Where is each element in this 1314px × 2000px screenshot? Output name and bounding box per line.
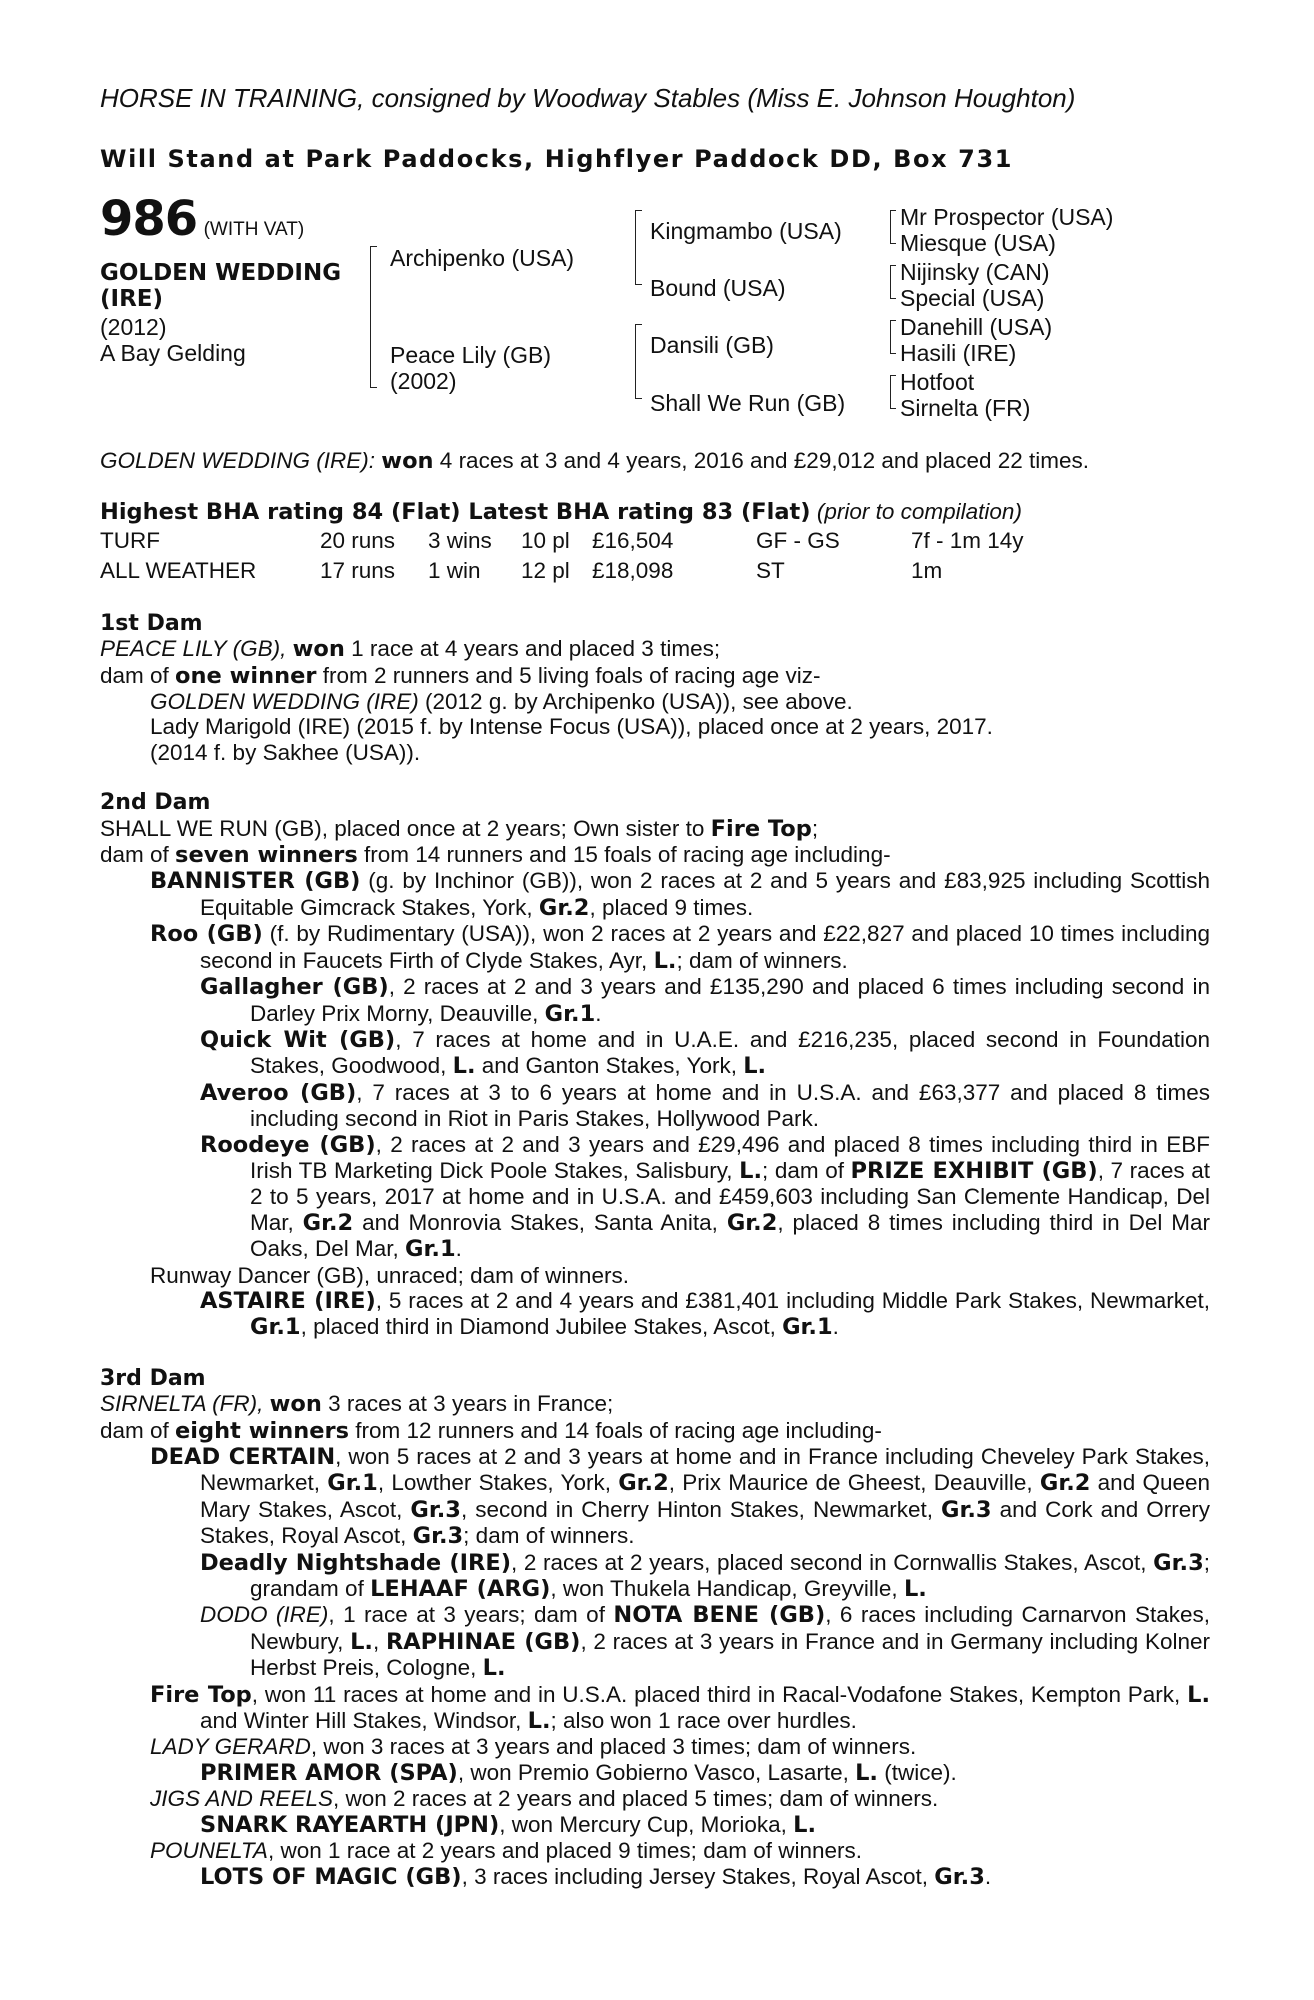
- sire: Archipenko (USA): [390, 245, 575, 271]
- dam-line: PEACE LILY (GB), won 1 race at 4 years and placed 3 times;: [100, 636, 721, 663]
- offspring-entry: Runway Dancer (GB), unraced; dam of winners.: [150, 1262, 629, 1288]
- offspring-entry: LADY GERARD, won 3 races at 3 years and placed 3 times; dam of winners.: [150, 1734, 917, 1760]
- offspring-entry: Quick Wit (GB), 7 races at home and in U.A.E. and £216,235, placed second in Foundation Stakes, Goodwood, L. and Ganton Stakes, York, L.: [200, 1026, 1211, 1080]
- offspring-entry: Fire Top, won 11 races at home and in U.S.A. placed third in Racal-Vodafone Stakes, Kempton Park, L. and Winter Hill Stakes, Windsor, L.; also won 1 race over hurdles.: [150, 1681, 1210, 1735]
- pedigree-gen3: Hotfoot: [900, 369, 975, 395]
- sire-sire: Kingmambo (USA): [650, 218, 842, 244]
- pedigree-brace: [370, 246, 377, 388]
- offspring-entry: Averoo (GB), 7 races at 3 to 6 years at home and in U.S.A. and £63,377 and placed 8 times including second in Riot in Paris Stakes, Hollywood Park.: [200, 1079, 1211, 1132]
- pedigree-brace: [890, 320, 896, 354]
- lot-number-line: [100, 191, 305, 247]
- table-row: ALL WEATHER 17 runs 1 win 12 pl £18,098 ST 1m: [100, 558, 943, 584]
- offspring-entry: POUNELTA, won 1 race at 2 years and placed 9 times; dam of winners.: [150, 1838, 863, 1864]
- foaling-year: (2012): [100, 314, 167, 340]
- sire-dam: Bound (USA): [650, 275, 786, 301]
- offspring-entry: DODO (IRE), 1 race at 3 years; dam of NOTA BENE (GB), 6 races including Carnarvon Stakes, Newbury, L., RAPHINAE (GB), 2 races at 3 years in France and in Germany including Kolner Herbst Preis, Cologne, L.: [200, 1602, 1210, 1682]
- pedigree-brace: [890, 210, 896, 244]
- offspring-entry: ASTAIRE (IRE), 5 races at 2 and 4 years and £381,401 including Middle Park Stakes, Newmarket, Gr.1, placed third in Diamond Jubilee Stakes, Ascot, Gr.1.: [200, 1287, 1210, 1341]
- offspring-entry: GOLDEN WEDDING (IRE) (2012 g. by Archipenko (USA)), see above.: [150, 689, 853, 715]
- produce-line: dam of one winner from 2 runners and 5 living foals of racing age viz-: [100, 662, 821, 689]
- dam-line: SHALL WE RUN (GB), placed once at 2 years; Own sister to Fire Top;: [100, 815, 819, 842]
- race-record-table: [100, 526, 1024, 586]
- horse-name-suffix: (IRE): [100, 286, 164, 312]
- offspring-entry: LOTS OF MAGIC (GB), 3 races including Jersey Stakes, Royal Ascot, Gr.3.: [200, 1863, 992, 1890]
- dam-sire: Dansili (GB): [650, 332, 774, 358]
- offspring-entry: BANNISTER (GB) (g. by Inchinor (GB)), won 2 races at 2 and 5 years and £83,925 including Scottish Equitable Gimcrack Stakes, York, Gr.2, placed 9 times.: [150, 868, 1210, 921]
- table-row: TURF 20 runs 3 wins 10 pl £16,504 GF - GS 7f - 1m 14y: [100, 528, 1024, 554]
- pedigree-brace: [890, 375, 896, 409]
- pedigree-gen3: Hasili (IRE): [900, 340, 1017, 366]
- pedigree-gen3: Mr Prospector (USA): [900, 204, 1114, 230]
- offspring-entry: (2014 f. by Sakhee (USA)).: [150, 739, 421, 765]
- pedigree-gen3: Special (USA): [900, 285, 1045, 311]
- second-dam-heading: 2nd Dam: [100, 790, 211, 816]
- pedigree-chart: [100, 191, 1210, 430]
- offspring-entry: Deadly Nightshade (IRE), 2 races at 2 years, placed second in Cornwallis Stakes, Ascot, Gr.3; grandam of LEHAAF (ARG), won Thukela Handicap, Greyville, L.: [200, 1549, 1210, 1603]
- offspring-entry: Roo (GB) (f. by Rudimentary (USA)), won 2 races at 2 years and £22,827 and placed 10 times including second in Faucets Firth of Clyde Stakes, Ayr, L.; dam of winners.: [150, 921, 1210, 974]
- race-summary: GOLDEN WEDDING (IRE): won 4 races at 3 and 4 years, 2016 and £29,012 and placed 22 times.: [100, 448, 1090, 474]
- offspring-entry: PRIMER AMOR (SPA), won Premio Gobierno Vasco, Lasarte, L. (twice).: [200, 1759, 957, 1786]
- dam-dam: Shall We Run (GB): [650, 390, 846, 416]
- pedigree-gen3: Nijinsky (CAN): [900, 259, 1050, 285]
- dam-year: (2002): [390, 368, 457, 394]
- offspring-entry: JIGS AND REELS, won 2 races at 2 years and placed 5 times; dam of winners.: [150, 1786, 939, 1812]
- pedigree-brace: [890, 265, 896, 299]
- offspring-entry: Lady Marigold (IRE) (2015 f. by Intense Focus (USA)), placed once at 2 years, 2017.: [150, 714, 993, 740]
- dam: Peace Lily (GB): [390, 342, 552, 368]
- pedigree-gen3: Sirnelta (FR): [900, 395, 1031, 421]
- horse-name: GOLDEN WEDDING: [100, 260, 342, 286]
- vat-note: (WITH VAT): [203, 219, 305, 240]
- offspring-entry: Gallagher (GB), 2 races at 2 and 3 years and £135,290 and placed 6 times including second in Darley Prix Morny, Deauville, Gr.1.: [200, 974, 1210, 1027]
- catalogue-body: [100, 448, 1210, 1890]
- horse-description: A Bay Gelding: [100, 340, 246, 366]
- pedigree-brace: [635, 210, 642, 285]
- consignor-header: HORSE IN TRAINING, consigned by Woodway Stables (Miss E. Johnson Houghton): [100, 83, 1076, 113]
- offspring-entry: DEAD CERTAIN, won 5 races at 2 and 3 years at home and in France including Cheveley Park Stakes, Newmarket, Gr.1, Lowther Stakes, York, Gr.2, Prix Maurice de Gheest, Deauville, Gr.2 and Queen Mary Stakes, Ascot, Gr.3, second in Cherry Hinton Stakes, Newmarket, Gr.3 and Cork and Orrery Stakes, Royal Ascot, Gr.3; dam of winners.: [150, 1444, 1211, 1550]
- produce-line: dam of seven winners from 14 runners and 15 foals of racing age including-: [100, 842, 891, 869]
- dam-line: SIRNELTA (FR), won 3 races at 3 years in France;: [100, 1391, 614, 1418]
- pedigree-gen3: Miesque (USA): [900, 230, 1056, 256]
- bha-rating: Highest BHA rating 84 (Flat) Latest BHA rating 83 (Flat) (prior to compilation): [100, 499, 1022, 526]
- first-dam-heading: 1st Dam: [100, 610, 203, 636]
- lot-number: 986: [100, 191, 198, 247]
- stabling-location: Will Stand at Park Paddocks, Highflyer Paddock DD, Box 731: [100, 145, 1014, 173]
- pedigree-gen3: Danehill (USA): [900, 314, 1053, 340]
- produce-line: dam of eight winners from 12 runners and 14 foals of racing age including-: [100, 1417, 882, 1444]
- third-dam-heading: 3rd Dam: [100, 1365, 206, 1391]
- offspring-entry: SNARK RAYEARTH (JPN), won Mercury Cup, Morioka, L.: [200, 1811, 817, 1838]
- pedigree-brace: [635, 324, 642, 399]
- offspring-entry: Roodeye (GB), 2 races at 2 and 3 years and £29,496 and placed 8 times including third in EBF Irish TB Marketing Dick Poole Stakes, Salisbury, L.; dam of PRIZE EXHIBIT (GB), 7 races at 2 to 5 years, 2017 at home and in U.S.A. and £459,603 including San Clemente Handicap, Del Mar, Gr.2 and Monrovia Stakes, Santa Anita, Gr.2, placed 8 times including third in Del Mar Oaks, Del Mar, Gr.1.: [200, 1131, 1210, 1263]
